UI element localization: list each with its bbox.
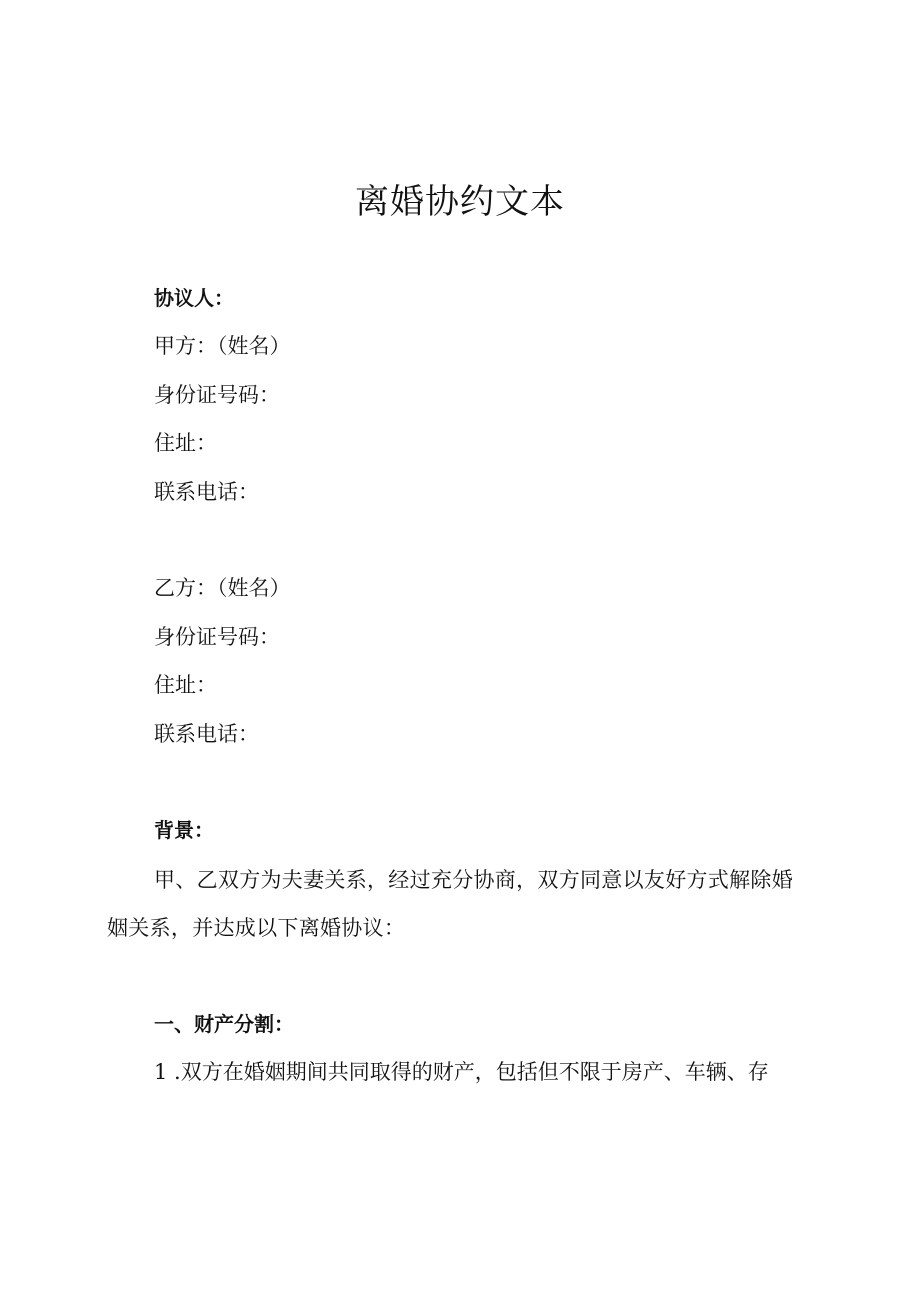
section1-item1: 1 .双方在婚姻期间共同取得的财产，包括但不限于房产、车辆、存 [154,1060,769,1084]
party-b-phone-line: 联系电话： [154,722,259,746]
parties-heading: 协议人： [154,286,234,310]
document-title: 离婚协约文本 [355,182,565,222]
background-heading: 背景： [154,818,214,842]
section1-heading: 一、财产分割： [154,1012,294,1036]
party-a-name-line: 甲方：（姓名） [154,334,291,358]
party-b-name-line: 乙方：（姓名） [154,576,291,600]
party-b-address-line: 住址： [154,673,217,697]
party-b-id-line: 身份证号码： [154,625,280,649]
party-a-id-line: 身份证号码： [154,383,280,407]
party-a-phone-line: 联系电话： [154,480,259,504]
party-a-address-line: 住址： [154,431,217,455]
background-paragraph: 甲、乙双方为夫妻关系，经过充分协商，双方同意以友好方式解除婚姻关系，并达成以下离婚协议： [107,868,793,940]
